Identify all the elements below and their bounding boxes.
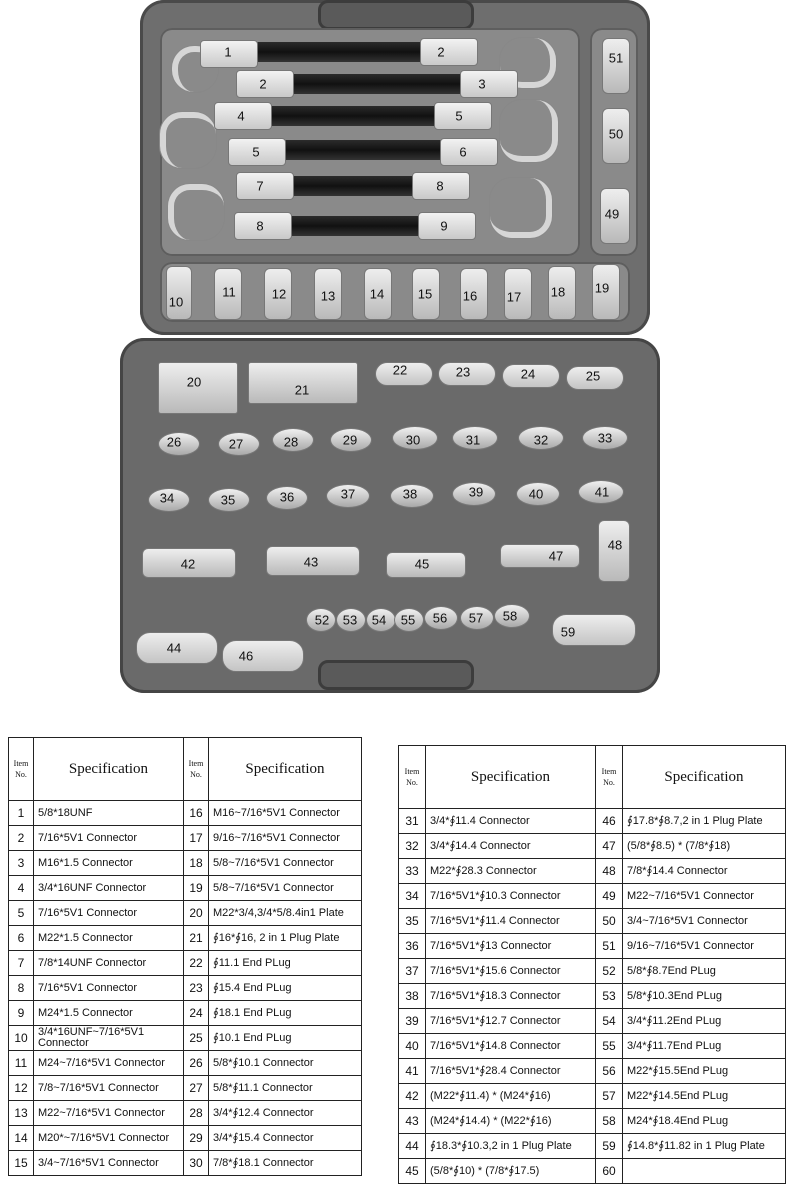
specification-cell: 7/16*5V1*∮14.8 Connector (426, 1034, 596, 1059)
specification-cell: 5/8*∮10.1 Connector (209, 1051, 362, 1076)
table-row (399, 859, 786, 884)
callout-number: 7 (256, 178, 264, 194)
table-header-row (9, 738, 362, 801)
specification-cell: (M24*∮14.4) * (M22*∮16) (426, 1109, 596, 1134)
callout-number: 28 (283, 434, 299, 450)
table-row (9, 1076, 362, 1101)
callout-number: 13 (320, 288, 336, 304)
bent-pipe-right-3 (490, 178, 552, 238)
item-number-cell: 1 (9, 801, 34, 826)
specification-cell: 7/16*5V1 Connector (34, 901, 184, 926)
callout-number: 22 (392, 362, 408, 378)
callout-number: 46 (238, 648, 254, 664)
item-number-cell: 30 (184, 1151, 209, 1176)
table-row (9, 1001, 362, 1026)
item-number-cell: 31 (399, 809, 426, 834)
specification-cell: 7/16*5V1 Connector (34, 826, 184, 851)
table-row (9, 851, 362, 876)
table-row (9, 1101, 362, 1126)
fitting-6 (440, 138, 498, 166)
specification-cell: M24*∮18.4End PLug (623, 1109, 786, 1134)
callout-number: 49 (604, 206, 620, 222)
item-number-cell: 41 (399, 1059, 426, 1084)
callout-number: 55 (400, 612, 416, 628)
callout-number: 12 (271, 286, 287, 302)
specification-cell: 3/4*∮14.4 Connector (426, 834, 596, 859)
fitting-5 (434, 102, 492, 130)
item-number-cell: 20 (184, 901, 209, 926)
item-number-cell: 46 (596, 809, 623, 834)
specification-cell: M22*∮14.5End PLug (623, 1084, 786, 1109)
callout-number: 9 (440, 218, 448, 234)
callout-number: 11 (222, 284, 236, 300)
callout-number: 54 (371, 612, 387, 628)
specification-cell: 7/16*5V1*∮11.4 Connector (426, 909, 596, 934)
item-number-cell: 29 (184, 1126, 209, 1151)
specification-cell: 3/4*∮11.7End PLug (623, 1034, 786, 1059)
item-number-cell: 58 (596, 1109, 623, 1134)
specification-cell: M22*1.5 Connector (34, 926, 184, 951)
specification-cell: 5/8*∮8.7End PLug (623, 959, 786, 984)
item-number-cell: 4 (9, 876, 34, 901)
callout-number: 45 (414, 556, 430, 572)
table-row (399, 1034, 786, 1059)
item-number-cell: 12 (9, 1076, 34, 1101)
specification-header: Specification (623, 746, 786, 809)
bent-pipe-left-3 (168, 184, 224, 240)
specification-cell: 7/16*5V1 Connector (34, 976, 184, 1001)
plug-plate-46 (222, 640, 304, 672)
table-row (9, 1026, 362, 1051)
table-row (9, 951, 362, 976)
specification-cell: 7/8~7/16*5V1 Connector (34, 1076, 184, 1101)
item-number-cell: 22 (184, 951, 209, 976)
item-number-cell: 45 (399, 1159, 426, 1184)
item-number-cell: 56 (596, 1059, 623, 1084)
item-number-cell: 25 (184, 1026, 209, 1051)
specification-cell: 5/8~7/16*5V1 Connector (209, 876, 362, 901)
specification-cell: 7/8*∮14.4 Connector (623, 859, 786, 884)
item-number-cell: 47 (596, 834, 623, 859)
item-number-cell: 42 (399, 1084, 426, 1109)
specification-cell: 7/16*5V1*∮13 Connector (426, 934, 596, 959)
item-number-cell: 15 (9, 1151, 34, 1176)
item-number-cell: 23 (184, 976, 209, 1001)
item-number-cell: 6 (9, 926, 34, 951)
item-number-cell: 27 (184, 1076, 209, 1101)
table-row (399, 909, 786, 934)
item-number-cell: 38 (399, 984, 426, 1009)
callout-number: 59 (560, 624, 576, 640)
item-number-cell: 2 (9, 826, 34, 851)
table-row (399, 1084, 786, 1109)
item-number-cell: 39 (399, 1009, 426, 1034)
callout-number: 26 (166, 434, 182, 450)
table-row (9, 801, 362, 826)
spec-table-right (398, 745, 786, 1184)
specification-cell: 7/16*5V1*∮12.7 Connector (426, 1009, 596, 1034)
case-handle-bottom (318, 660, 474, 690)
callout-number: 56 (432, 610, 448, 626)
specification-cell: 7/8*∮18.1 Connector (209, 1151, 362, 1176)
table-row (399, 1009, 786, 1034)
callout-number: 47 (548, 548, 564, 564)
item-number-cell: 60 (596, 1159, 623, 1184)
item-number-cell: 18 (184, 851, 209, 876)
item-number-cell: 8 (9, 976, 34, 1001)
specification-cell: 7/16*5V1*∮10.3 Connector (426, 884, 596, 909)
table-row (399, 1134, 786, 1159)
specification-cell: M22~7/16*5V1 Connector (623, 884, 786, 909)
callout-number: 35 (220, 492, 236, 508)
item-number-cell: 57 (596, 1084, 623, 1109)
specification-cell: 3/4*∮15.4 Connector (209, 1126, 362, 1151)
table-row (399, 1059, 786, 1084)
bent-pipe-left-2 (160, 112, 216, 168)
item-number-cell: 5 (9, 901, 34, 926)
item-number-cell: 7 (9, 951, 34, 976)
callout-number: 18 (550, 284, 566, 300)
callout-number: 50 (608, 126, 624, 142)
item-number-cell: 49 (596, 884, 623, 909)
hose-3 (245, 106, 465, 126)
callout-number: 57 (468, 610, 484, 626)
item-number-cell: 16 (184, 801, 209, 826)
callout-number: 19 (594, 280, 610, 296)
callout-number: 37 (340, 486, 356, 502)
item-number-cell: 9 (9, 1001, 34, 1026)
item-number-cell: 50 (596, 909, 623, 934)
item-number-cell: 10 (9, 1026, 34, 1051)
item-number-cell: 48 (596, 859, 623, 884)
callout-number: 53 (342, 612, 358, 628)
item-number-cell: 54 (596, 1009, 623, 1034)
callout-number: 2 (437, 44, 445, 60)
specification-cell: 3/4*16UNF Connector (34, 876, 184, 901)
callout-number: 25 (585, 368, 601, 384)
table-row (9, 976, 362, 1001)
specification-cell: 3/4*∮12.4 Connector (209, 1101, 362, 1126)
specification-cell: M22*3/4,3/4*5/8.4in1 Plate (209, 901, 362, 926)
item-number-cell: 13 (9, 1101, 34, 1126)
callout-number: 43 (303, 554, 319, 570)
callout-number: 8 (256, 218, 264, 234)
callout-number: 3 (478, 76, 486, 92)
table-row (9, 1051, 362, 1076)
table-row (399, 934, 786, 959)
item-number-cell: 26 (184, 1051, 209, 1076)
item-no-header: Item No. (399, 746, 426, 809)
callout-number: 48 (607, 537, 623, 553)
callout-number: 15 (417, 286, 433, 302)
item-number-cell: 51 (596, 934, 623, 959)
specification-cell: M22~7/16*5V1 Connector (34, 1101, 184, 1126)
bent-pipe-right-2 (500, 100, 558, 162)
connector-10 (166, 266, 192, 320)
item-no-header: Item No. (184, 738, 209, 801)
table-row (9, 1151, 362, 1176)
connector-51 (602, 38, 630, 94)
item-number-cell: 43 (399, 1109, 426, 1134)
callout-number: 34 (159, 490, 175, 506)
table-row (9, 901, 362, 926)
table-row (399, 834, 786, 859)
specification-cell: ∮11.1 End PLug (209, 951, 362, 976)
specification-cell: M16*1.5 Connector (34, 851, 184, 876)
specification-cell: 7/8*14UNF Connector (34, 951, 184, 976)
specification-cell (623, 1159, 786, 1184)
item-number-cell: 34 (399, 884, 426, 909)
callout-number: 29 (342, 432, 358, 448)
callout-number: 32 (533, 432, 549, 448)
specification-cell: 5/8*∮11.1 Connector (209, 1076, 362, 1101)
specification-cell: M24~7/16*5V1 Connector (34, 1051, 184, 1076)
item-number-cell: 40 (399, 1034, 426, 1059)
specification-cell: M20*~7/16*5V1 Connector (34, 1126, 184, 1151)
callout-number: 23 (455, 364, 471, 380)
table-row (399, 959, 786, 984)
specification-cell: 9/16~7/16*5V1 Connector (209, 826, 362, 851)
specification-cell: 3/4*16UNF~7/16*5V1 Connector (34, 1026, 184, 1051)
table-row (9, 826, 362, 851)
callout-number: 38 (402, 486, 418, 502)
callout-number: 24 (520, 366, 536, 382)
specification-cell: 3/4*∮11.4 Connector (426, 809, 596, 834)
specification-cell: ∮18.1 End PLug (209, 1001, 362, 1026)
callout-number: 36 (279, 489, 295, 505)
callout-number: 40 (528, 486, 544, 502)
specification-cell: (5/8*∮8.5) * (7/8*∮18) (623, 834, 786, 859)
callout-number: 17 (506, 289, 522, 305)
callout-number: 1 (224, 44, 232, 60)
spec-table-body (9, 801, 362, 1176)
specification-cell: M22*∮28.3 Connector (426, 859, 596, 884)
item-number-cell: 24 (184, 1001, 209, 1026)
item-number-cell: 44 (399, 1134, 426, 1159)
item-number-cell: 59 (596, 1134, 623, 1159)
specification-header: Specification (34, 738, 184, 801)
specification-header: Specification (426, 746, 596, 809)
item-number-cell: 11 (9, 1051, 34, 1076)
table-row (399, 809, 786, 834)
table-row (9, 876, 362, 901)
specification-cell: (5/8*∮10) * (7/8*∮17.5) (426, 1159, 596, 1184)
callout-number: 14 (369, 286, 385, 302)
specification-cell: ∮15.4 End PLug (209, 976, 362, 1001)
specification-cell: 7/16*5V1*∮15.6 Connector (426, 959, 596, 984)
combo-connector-47 (500, 544, 580, 568)
callout-number: 4 (237, 108, 245, 124)
specification-cell: ∮18.3*∮10.3,2 in 1 Plug Plate (426, 1134, 596, 1159)
item-number-cell: 52 (596, 959, 623, 984)
spec-table-left (8, 737, 362, 1176)
item-number-cell: 35 (399, 909, 426, 934)
callout-number: 31 (465, 432, 481, 448)
callout-number: 44 (166, 640, 182, 656)
fitting-3 (460, 70, 518, 98)
item-number-cell: 17 (184, 826, 209, 851)
table-header-row (399, 746, 786, 809)
callout-number: 8 (436, 178, 444, 194)
callout-number: 21 (294, 382, 310, 398)
callout-number: 20 (186, 374, 202, 390)
callout-number: 16 (462, 288, 478, 304)
specification-cell: M22*∮15.5End PLug (623, 1059, 786, 1084)
callout-number: 5 (252, 144, 260, 160)
table-row (399, 884, 786, 909)
specification-cell: ∮14.8*∮11.82 in 1 Plug Plate (623, 1134, 786, 1159)
fitting-2 (420, 38, 478, 66)
item-number-cell: 28 (184, 1101, 209, 1126)
specification-cell: M16~7/16*5V1 Connector (209, 801, 362, 826)
callout-number: 27 (228, 436, 244, 452)
specification-cell: 7/16*5V1*∮28.4 Connector (426, 1059, 596, 1084)
item-number-cell: 36 (399, 934, 426, 959)
case-handle-top (318, 0, 474, 30)
specification-cell: (M22*∮11.4) * (M24*∮16) (426, 1084, 596, 1109)
item-number-cell: 53 (596, 984, 623, 1009)
callout-number: 51 (608, 50, 624, 66)
callout-number: 52 (314, 612, 330, 628)
callout-number: 30 (405, 432, 421, 448)
table-row (399, 1109, 786, 1134)
callout-number: 41 (594, 484, 610, 500)
item-number-cell: 21 (184, 926, 209, 951)
callout-number: 6 (459, 144, 467, 160)
specification-cell: 9/16~7/16*5V1 Connector (623, 934, 786, 959)
item-number-cell: 3 (9, 851, 34, 876)
specification-cell: 5/8*∮10.3End PLug (623, 984, 786, 1009)
item-number-cell: 14 (9, 1126, 34, 1151)
specification-cell: 5/8*18UNF (34, 801, 184, 826)
fitting-7 (236, 172, 294, 200)
specification-header: Specification (209, 738, 362, 801)
specification-cell: 3/4*∮11.2End PLug (623, 1009, 786, 1034)
spec-table-body (399, 809, 786, 1184)
specification-cell: 3/4~7/16*5V1 Connector (623, 909, 786, 934)
item-number-cell: 37 (399, 959, 426, 984)
specification-cell: M24*1.5 Connector (34, 1001, 184, 1026)
specification-cell: 5/8~7/16*5V1 Connector (209, 851, 362, 876)
specification-cell: ∮17.8*∮8.7,2 in 1 Plug Plate (623, 809, 786, 834)
callout-number: 5 (455, 108, 463, 124)
callout-number: 42 (180, 556, 196, 572)
specification-cell: 7/16*5V1*∮18.3 Connector (426, 984, 596, 1009)
callout-number: 39 (468, 484, 484, 500)
callout-number: 10 (168, 294, 184, 310)
table-row (399, 984, 786, 1009)
specification-cell: ∮16*∮16, 2 in 1 Plug Plate (209, 926, 362, 951)
item-number-cell: 55 (596, 1034, 623, 1059)
specification-cell: ∮10.1 End PLug (209, 1026, 362, 1051)
callout-number: 33 (597, 430, 613, 446)
table-row (9, 926, 362, 951)
item-no-header: Item No. (596, 746, 623, 809)
specification-cell: 3/4~7/16*5V1 Connector (34, 1151, 184, 1176)
item-number-cell: 32 (399, 834, 426, 859)
table-row (9, 1126, 362, 1151)
table-row (399, 1159, 786, 1184)
callout-number: 58 (502, 608, 518, 624)
item-number-cell: 19 (184, 876, 209, 901)
item-number-cell: 33 (399, 859, 426, 884)
callout-number: 2 (259, 76, 267, 92)
item-no-header: Item No. (9, 738, 34, 801)
